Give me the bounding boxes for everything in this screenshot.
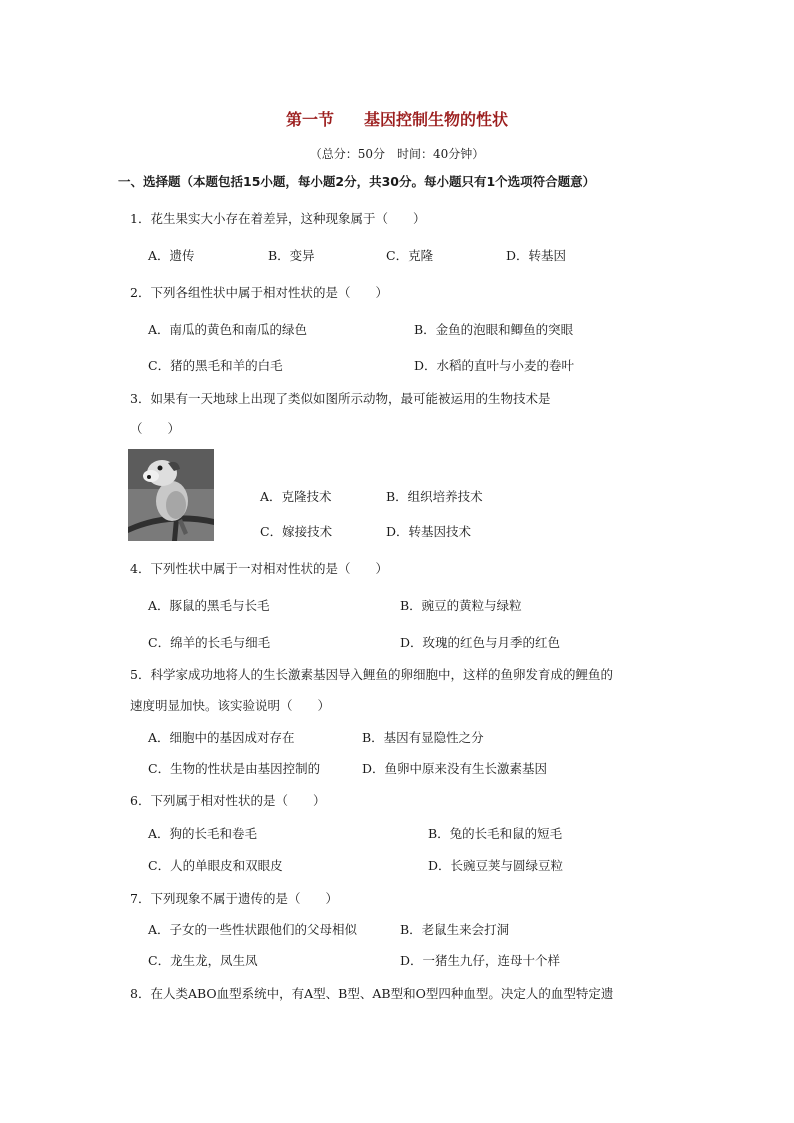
question-7-option-d[interactable]: D．一猪生九仔，连母十个样 <box>400 953 561 968</box>
question-4-option-d[interactable]: D．玫瑰的红色与月季的红色 <box>400 635 561 650</box>
question-3-option-c[interactable]: C．嫁接技术 <box>260 524 333 539</box>
question-2-option-d[interactable]: D．水稻的直叶与小麦的卷叶 <box>414 358 575 373</box>
question-7-option-c[interactable]: C．龙生龙，凤生凤 <box>148 953 258 968</box>
question-5-option-a[interactable]: A．细胞中的基因成对存在 <box>148 730 295 745</box>
question-8-stem: 8．在人类ABO血型系统中，有A型、B型、AB型和O型四种血型。决定人的血型特定遗 <box>130 986 614 1001</box>
hybrid-animal-image <box>128 449 214 541</box>
question-6-option-c[interactable]: C．人的单眼皮和双眼皮 <box>148 858 283 873</box>
question-2-option-c[interactable]: C．猪的黑毛和羊的白毛 <box>148 358 283 373</box>
question-3-option-b[interactable]: B．组织培养技术 <box>386 489 483 504</box>
question-6-option-a[interactable]: A．狗的长毛和卷毛 <box>148 826 258 841</box>
question-3-option-d[interactable]: D．转基因技术 <box>386 524 472 539</box>
question-5-stem: 5．科学家成功地将人的生长激素基因导入鲤鱼的卵细胞中，这样的鱼卵发育成的鲤鱼的 <box>130 667 613 682</box>
title-section-number: 第一节 <box>285 110 334 129</box>
question-1-option-b[interactable]: B．变异 <box>268 248 315 263</box>
question-1-option-a[interactable]: A．遗传 <box>148 248 195 263</box>
question-5-option-b[interactable]: B．基因有显隐性之分 <box>362 730 484 745</box>
question-6-stem: 6．下列属于相对性状的是（ ） <box>130 793 326 808</box>
question-2-stem: 2．下列各组性状中属于相对性状的是（ ） <box>130 285 388 300</box>
question-5-option-c[interactable]: C．生物的性状是由基因控制的 <box>148 761 321 776</box>
question-6-option-b[interactable]: B．兔的长毛和鼠的短毛 <box>428 826 563 841</box>
title-topic: 基因控制生物的性状 <box>364 110 509 129</box>
question-7-stem: 7．下列现象不属于遗传的是（ ） <box>130 891 338 906</box>
question-4-stem: 4．下列性状中属于一对相对性状的是（ ） <box>130 561 388 576</box>
page-title <box>0 107 794 130</box>
question-3-stem: 3．如果有一天地球上出现了类似如图所示动物，最可能被运用的生物技术是 <box>130 391 551 406</box>
question-7-option-a[interactable]: A．子女的一些性状跟他们的父母相似 <box>148 922 358 937</box>
question-1-option-c[interactable]: C．克隆 <box>386 248 434 263</box>
question-4-option-c[interactable]: C．绵羊的长毛与细毛 <box>148 635 271 650</box>
question-4-option-b[interactable]: B．豌豆的黄粒与绿粒 <box>400 598 522 613</box>
question-6-option-d[interactable]: D．长豌豆荚与圆绿豆粒 <box>428 858 564 873</box>
question-2-option-a[interactable]: A．南瓜的黄色和南瓜的绿色 <box>148 322 308 337</box>
section-heading: 一、选择题（本题包括15小题，每小题2分，共30分。每小题只有1个选项符合题意） <box>118 174 596 189</box>
question-1-stem: 1．花生果实大小存在着差异，这种现象属于（ ） <box>130 211 426 226</box>
question-5-stem-continued: 速度明显加快。该实验说明（ ） <box>130 698 331 713</box>
question-5-option-d[interactable]: D．鱼卵中原来没有生长激素基因 <box>362 761 548 776</box>
question-7-option-b[interactable]: B．老鼠生来会打洞 <box>400 922 510 937</box>
question-3-answer-blank: （ ） <box>130 421 181 436</box>
question-4-option-a[interactable]: A．豚鼠的黑毛与长毛 <box>148 598 270 613</box>
question-3-option-a[interactable]: A．克隆技术 <box>260 489 332 504</box>
exam-info: （总分：50分 时间：40分钟） <box>309 147 485 161</box>
question-2-option-b[interactable]: B．金鱼的泡眼和鲫鱼的突眼 <box>414 322 574 337</box>
question-1-option-d[interactable]: D．转基因 <box>506 248 567 263</box>
